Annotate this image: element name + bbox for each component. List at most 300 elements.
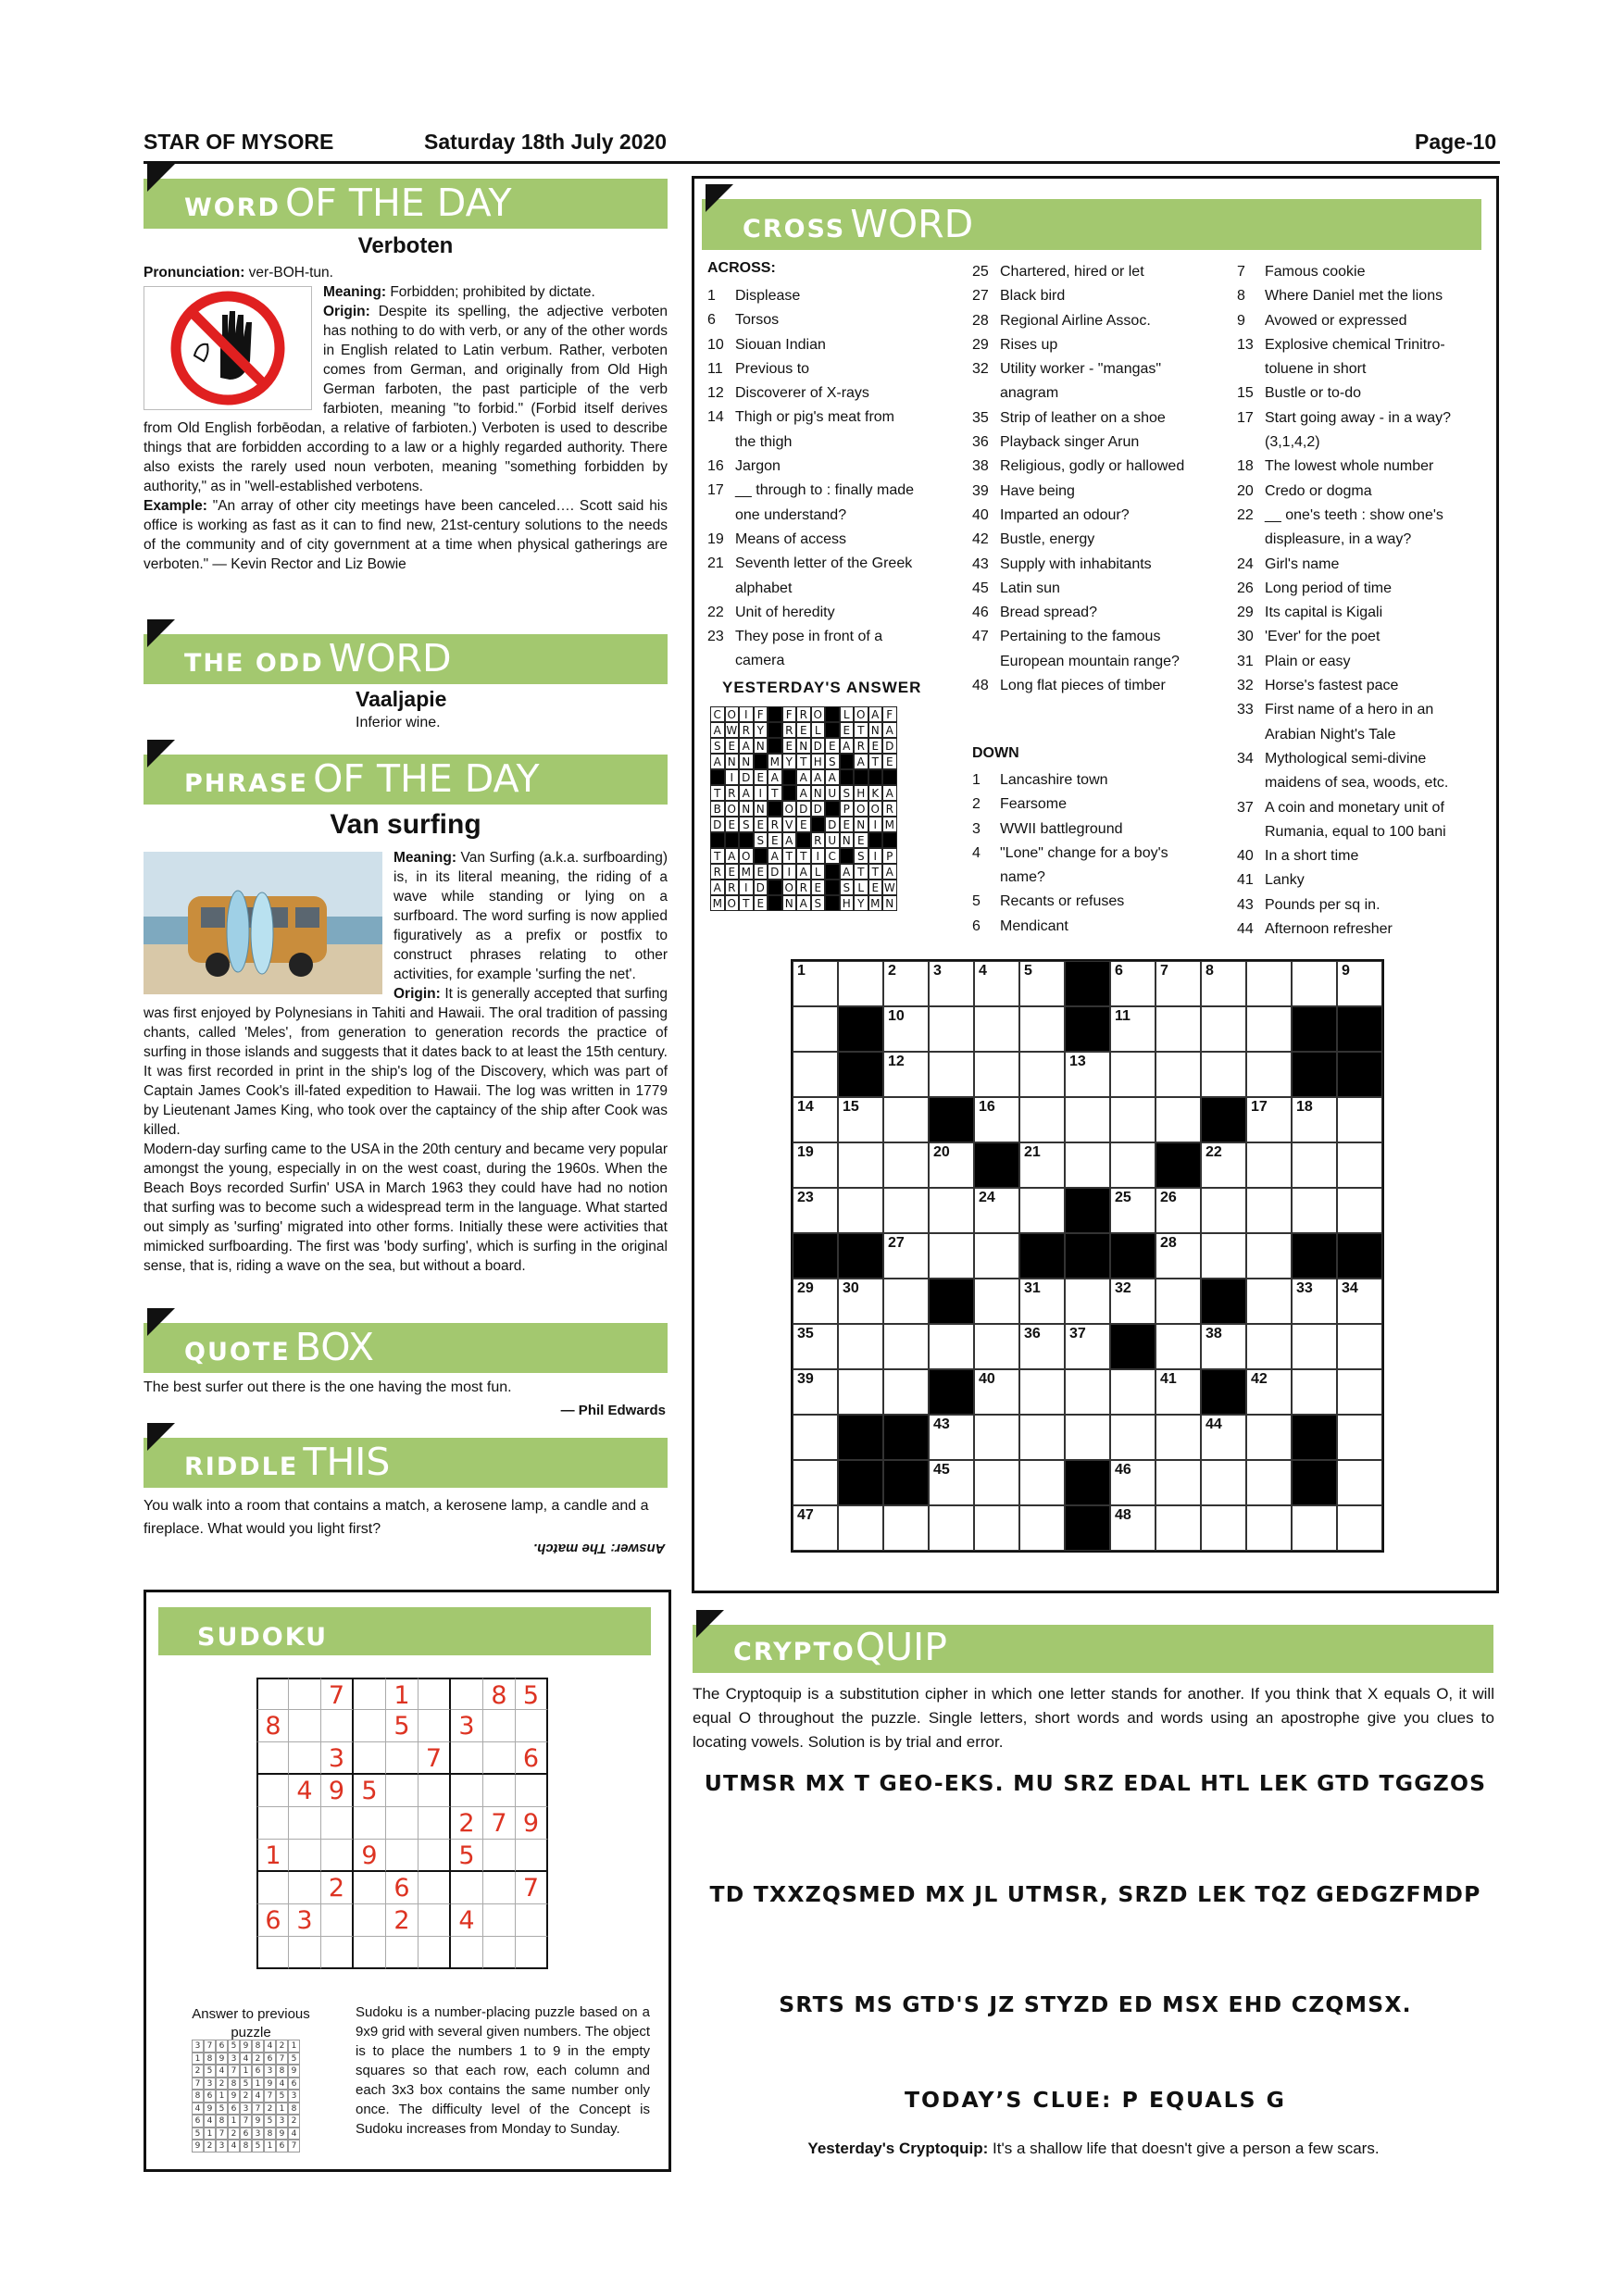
crossword-cell[interactable] [1065,1324,1110,1369]
answer-cell: S [754,832,768,848]
crossword-cell[interactable] [974,1052,1019,1097]
sudoku-cell[interactable] [289,1937,321,1969]
sudoku-cell[interactable] [386,1807,418,1840]
sudoku-cell[interactable] [386,1742,418,1775]
crossword-cell[interactable] [793,1006,838,1052]
crossword-cell[interactable] [1065,1142,1110,1188]
crossword-cell[interactable] [929,1324,974,1369]
sudoku-cell[interactable]: 5 [516,1678,548,1710]
crossword-cell[interactable] [1019,1188,1065,1233]
answer-cell: R [854,738,868,754]
crossword-cell[interactable] [1156,1188,1201,1233]
crossword-cell[interactable] [974,1324,1019,1369]
answer-cell: E [725,817,740,832]
crossword-block [1065,1006,1110,1052]
crossword-cell[interactable] [974,1279,1019,1324]
sudoku-answer-cell: 7 [240,2115,252,2128]
answer-cell: A [796,785,811,801]
clue-item: 45 Latin sun [972,580,1060,596]
crossword-cell[interactable] [1292,1279,1337,1324]
crossword-block [838,1460,883,1505]
crossword-cell[interactable] [929,961,974,1006]
crossword-cell[interactable] [1201,1415,1246,1460]
sudoku-cell[interactable] [483,1904,516,1937]
crossword-cell[interactable] [883,1505,929,1551]
crossword-cell[interactable] [1156,1369,1201,1415]
crossword-cell[interactable] [929,1415,974,1460]
sudoku-cell[interactable] [483,1710,516,1742]
sudoku-answer-cell: 7 [216,2128,228,2140]
clue-item: 25 Chartered, hired or let [972,264,1144,280]
sudoku-cell[interactable]: 2 [451,1807,483,1840]
sudoku-answer-cell: 2 [252,2053,264,2065]
crossword-cell[interactable] [793,1097,838,1142]
crossword-cell[interactable] [1246,1006,1292,1052]
crossword-cell[interactable] [1110,1460,1156,1505]
sudoku-cell[interactable]: 3 [451,1710,483,1742]
sudoku-cell[interactable]: 5 [451,1840,483,1872]
crossword-cell[interactable] [883,1233,929,1279]
crossword-cell[interactable] [1292,1505,1337,1551]
crossword-cell[interactable] [1246,1233,1292,1279]
clue-item: 48 Long flat pieces of timber [972,678,1166,694]
crossword-cell[interactable] [883,1006,929,1052]
crossword-cell[interactable] [1019,1415,1065,1460]
crossword-cell[interactable] [1110,1279,1156,1324]
crossword-cell[interactable] [1156,961,1201,1006]
sudoku-answer-cell: 3 [228,2053,240,2065]
clue-item: 23 They pose in front of a [707,629,883,645]
crossword-cell[interactable] [838,1369,883,1415]
crossword-cell[interactable] [793,1460,838,1505]
sudoku-cell[interactable]: 6 [386,1872,418,1904]
sudoku-cell[interactable] [516,1840,548,1872]
answer-cell [825,722,840,738]
answer-cell: O [725,801,740,817]
answer-cell: S [811,895,826,911]
crossword-cell[interactable] [1246,1324,1292,1369]
crossword-grid[interactable] [791,959,1384,1553]
crossword-cell[interactable] [1019,961,1065,1006]
quote-box-header: QUOTE BOX [144,1323,668,1373]
sudoku-cell[interactable] [354,1807,386,1840]
sudoku-grid[interactable] [256,1678,547,1968]
sudoku-cell[interactable] [418,1678,451,1710]
crossword-cell[interactable] [838,1324,883,1369]
sudoku-cell[interactable]: 2 [321,1872,354,1904]
sudoku-answer-cell: 4 [276,2078,288,2090]
word-of-day-header: WORD OF THE DAY [144,179,668,229]
crossword-cell[interactable] [883,1279,929,1324]
sudoku-answer-cell: 4 [288,2128,300,2140]
answer-cell: O [725,895,740,911]
sudoku-cell[interactable] [516,1710,548,1742]
crossword-cell[interactable] [793,1188,838,1233]
clue-item: alphabet [735,580,793,596]
answer-cell: C [710,706,725,722]
sudoku-cell[interactable] [289,1710,321,1742]
sudoku-answer-cell: 7 [264,2090,276,2103]
sudoku-cell[interactable]: 7 [483,1807,516,1840]
clue-item: 20 Credo or dogma [1237,482,1372,499]
answer-cell: O [811,706,826,722]
crossword-cell[interactable] [1156,1460,1201,1505]
crossword-cell[interactable] [1201,1006,1246,1052]
sudoku-cell[interactable] [256,1775,289,1807]
sudoku-cell[interactable] [321,1937,354,1969]
sudoku-cell[interactable] [418,1807,451,1840]
sudoku-cell[interactable] [289,1840,321,1872]
crossword-cell[interactable] [793,1142,838,1188]
riddle-answer: Answer: The match. [533,1541,666,1556]
crossword-cell[interactable] [1246,1052,1292,1097]
crossword-cell[interactable] [1065,1052,1110,1097]
sudoku-cell[interactable]: 5 [386,1710,418,1742]
crossword-cell[interactable] [1156,1097,1201,1142]
crossword-cell[interactable] [1337,1324,1382,1369]
crossword-cell[interactable] [1019,1505,1065,1551]
sudoku-cell[interactable] [418,1904,451,1937]
sudoku-answer-cell: 2 [240,2090,252,2103]
sudoku-cell[interactable]: 5 [354,1775,386,1807]
phrase-title: Van surfing [330,809,481,840]
crossword-cell[interactable] [1246,1142,1292,1188]
cell-number: 21 [1024,1144,1041,1160]
crossword-cell[interactable] [1337,1142,1382,1188]
sudoku-answer-cell: 5 [288,2053,300,2065]
clue-item: 3 WWII battleground [972,820,1123,837]
crossword-cell[interactable] [1201,1233,1246,1279]
crossword-cell[interactable] [929,1233,974,1279]
crossword-cell[interactable] [883,1142,929,1188]
crossword-cell[interactable] [1065,1097,1110,1142]
sudoku-cell[interactable] [289,1742,321,1775]
crossword-cell[interactable] [1201,961,1246,1006]
clue-item: 42 Bustle, energy [972,531,1095,548]
sudoku-cell[interactable]: 4 [289,1775,321,1807]
sudoku-cell[interactable] [256,1872,289,1904]
sudoku-cell[interactable] [256,1742,289,1775]
crossword-cell[interactable] [1156,1324,1201,1369]
crossword-cell[interactable] [1246,1460,1292,1505]
crossword-cell[interactable] [974,1233,1019,1279]
crossword-cell[interactable] [793,1324,838,1369]
sudoku-cell[interactable] [418,1840,451,1872]
crossword-cell[interactable] [1156,1052,1201,1097]
sudoku-cell[interactable] [354,1742,386,1775]
sudoku-answer-cell: 7 [192,2078,204,2090]
sudoku-cell[interactable] [289,1807,321,1840]
crossword-cell[interactable] [929,1460,974,1505]
answer-cell: M [710,895,725,911]
clue-item: 41 Lanky [1237,872,1305,889]
crossword-cell[interactable] [1246,1097,1292,1142]
crossword-cell[interactable] [1337,1279,1382,1324]
cell-number: 26 [1160,1190,1177,1205]
crossword-cell[interactable] [793,1369,838,1415]
crossword-block [1201,1097,1246,1142]
crossword-cell[interactable] [1019,1142,1065,1188]
sudoku-cell[interactable]: 7 [516,1872,548,1904]
crossword-cell[interactable] [1110,1415,1156,1460]
crossword-cell[interactable] [883,1188,929,1233]
sudoku-answer-cell: 9 [264,2078,276,2090]
sudoku-cell[interactable] [386,1775,418,1807]
crossword-cell[interactable] [974,1006,1019,1052]
crossword-cell[interactable] [929,1142,974,1188]
crossword-cell[interactable] [793,1415,838,1460]
answer-cell: T [782,848,797,864]
clue-item: 24 Girl's name [1237,555,1340,572]
answer-cell [882,769,897,785]
crossword-cell[interactable] [1201,1324,1246,1369]
answer-cell: E [754,895,768,911]
crossword-cell[interactable] [838,1188,883,1233]
crossword-cell[interactable] [838,1142,883,1188]
crossword-cell[interactable] [838,1097,883,1142]
sudoku-cell[interactable]: 9 [354,1840,386,1872]
crossword-cell[interactable] [1201,1505,1246,1551]
sudoku-cell[interactable] [451,1775,483,1807]
sudoku-cell[interactable] [451,1937,483,1969]
sudoku-cell[interactable]: 7 [418,1742,451,1775]
issue-date: Saturday 18th July 2020 [424,130,668,154]
answer-cell: U [825,832,840,848]
crossword-cell[interactable] [883,1097,929,1142]
crossword-cell[interactable] [1201,1188,1246,1233]
sudoku-cell[interactable] [483,1775,516,1807]
crossword-cell[interactable] [1337,1415,1382,1460]
crossword-cell[interactable] [1110,1142,1156,1188]
answer-cell: A [768,769,782,785]
crossword-cell[interactable] [838,1505,883,1551]
sudoku-answer-cell: 2 [216,2078,228,2090]
crossword-cell[interactable] [1201,1052,1246,1097]
crossword-cell[interactable] [1156,1006,1201,1052]
crossword-cell[interactable] [1156,1233,1201,1279]
sudoku-cell[interactable] [451,1678,483,1710]
sudoku-cell[interactable] [418,1710,451,1742]
sudoku-cell[interactable] [256,1807,289,1840]
sudoku-cell[interactable] [516,1775,548,1807]
sudoku-cell[interactable] [289,1678,321,1710]
sudoku-cell[interactable] [321,1710,354,1742]
answer-cell: E [796,722,811,738]
answer-cell: E [825,738,840,754]
down-clues-col2 [972,768,1241,939]
crossword-cell[interactable] [1019,1097,1065,1142]
crossword-cell[interactable] [1110,1188,1156,1233]
crossword-cell[interactable] [974,1097,1019,1142]
crossword-cell[interactable] [883,961,929,1006]
crossword-cell[interactable] [929,1006,974,1052]
sudoku-cell[interactable] [289,1872,321,1904]
clue-item: 34 Mythological semi-divine [1237,750,1427,767]
sudoku-cell[interactable] [451,1742,483,1775]
sudoku-cell[interactable] [516,1904,548,1937]
crossword-cell[interactable] [1019,1052,1065,1097]
answer-cell [825,895,840,911]
crossword-cell[interactable] [883,1369,929,1415]
crossword-cell[interactable] [1201,1460,1246,1505]
crossword-cell[interactable] [1246,1415,1292,1460]
sudoku-cell[interactable] [321,1904,354,1937]
crossword-cell[interactable] [974,1369,1019,1415]
sudoku-cell[interactable] [483,1937,516,1969]
crossword-cell[interactable] [1110,1006,1156,1052]
sudoku-cell[interactable]: 6 [516,1742,548,1775]
crossword-cell[interactable] [974,961,1019,1006]
sudoku-cell[interactable] [354,1710,386,1742]
sudoku-description: Sudoku is a number-placing puzzle based on a 9x9 grid with several given numbers. The object is to place the numbers 1 to 9 in the empty squares so that each row, each column and each 3x3 box contains the same number only once. The difficulty level of the Concept is Sudoku increases from Monday to Sunday. [356,2004,650,2137]
clue-item: 35 Strip of leather on a shoe [972,409,1166,426]
crossword-cell[interactable] [1019,1369,1065,1415]
sudoku-cell[interactable]: 8 [256,1710,289,1742]
crossword-cell[interactable] [929,1505,974,1551]
crossword-cell[interactable] [974,1415,1019,1460]
sudoku-cell[interactable] [321,1807,354,1840]
sudoku-header: SUDOKU [158,1607,651,1655]
sudoku-cell[interactable]: 9 [516,1807,548,1840]
crossword-cell[interactable] [974,1505,1019,1551]
sudoku-cell[interactable]: 1 [386,1678,418,1710]
sudoku-cell[interactable]: 8 [483,1678,516,1710]
crossword-cell[interactable] [1292,1097,1337,1142]
answer-cell: T [868,754,883,769]
crossword-cell[interactable] [1292,961,1337,1006]
crossword-cell[interactable] [1246,1369,1292,1415]
crossword-cell[interactable] [1156,1505,1201,1551]
crossword-cell[interactable] [838,1279,883,1324]
crossword-cell[interactable] [1110,1369,1156,1415]
sudoku-cell[interactable]: 1 [256,1840,289,1872]
forbidden-sign-image [144,286,312,410]
crossword-cell[interactable] [1110,1097,1156,1142]
crossword-cell[interactable] [883,1052,929,1097]
sudoku-cell[interactable] [418,1872,451,1904]
crossword-cell[interactable] [1292,1142,1337,1188]
sudoku-cell[interactable] [483,1840,516,1872]
crossword-cell[interactable] [1337,1188,1382,1233]
answer-cell [768,722,782,738]
sudoku-cell[interactable] [483,1742,516,1775]
cell-number: 35 [797,1326,814,1341]
clue-item: 14 Thigh or pig's meat from [707,409,895,426]
sudoku-cell[interactable] [256,1937,289,1969]
clue-item: 13 Explosive chemical Trinitro- [1237,336,1445,353]
crossword-cell[interactable] [793,1052,838,1097]
crossword-cell[interactable] [1337,1505,1382,1551]
sudoku-cell[interactable] [516,1937,548,1969]
crossword-cell[interactable] [1337,961,1382,1006]
crossword-cell[interactable] [1019,1460,1065,1505]
sudoku-answer-cell: 5 [228,2040,240,2053]
crossword-cell[interactable] [1246,1279,1292,1324]
crossword-cell[interactable] [1292,1324,1337,1369]
crossword-cell[interactable] [1292,1188,1337,1233]
sudoku-cell[interactable] [483,1872,516,1904]
sudoku-answer-cell: 8 [228,2078,240,2090]
crossword-cell[interactable] [974,1188,1019,1233]
sudoku-answer-cell: 9 [288,2065,300,2078]
crossword-cell[interactable] [1246,961,1292,1006]
answer-cell: R [782,722,797,738]
crossword-cell[interactable] [929,1052,974,1097]
crossword-cell[interactable] [1201,1142,1246,1188]
sudoku-cell[interactable] [354,1937,386,1969]
sudoku-cell[interactable]: 3 [289,1904,321,1937]
sudoku-cell[interactable] [418,1775,451,1807]
cell-number: 12 [888,1054,905,1069]
sudoku-cell[interactable] [386,1937,418,1969]
sudoku-cell[interactable] [451,1872,483,1904]
crossword-cell[interactable] [1337,1369,1382,1415]
crossword-cell[interactable] [1156,1415,1201,1460]
sudoku-cell[interactable]: 2 [386,1904,418,1937]
crossword-cell[interactable] [1019,1324,1065,1369]
sudoku-cell[interactable] [354,1678,386,1710]
crossword-cell[interactable] [1246,1505,1292,1551]
sudoku-cell[interactable]: 9 [321,1775,354,1807]
crossword-cell[interactable] [793,1505,838,1551]
sudoku-cell[interactable]: 3 [321,1742,354,1775]
crossword-cell[interactable] [1065,1415,1110,1460]
crossword-cell[interactable] [1337,1097,1382,1142]
crossword-cell[interactable] [974,1460,1019,1505]
crossword-block [1065,1233,1110,1279]
crossword-cell[interactable] [793,961,838,1006]
crossword-cell[interactable] [1019,1006,1065,1052]
crossword-cell[interactable] [1110,961,1156,1006]
answer-cell [840,848,855,864]
answer-cell: S [739,817,754,832]
cell-number: 47 [797,1507,814,1523]
answer-cell: P [882,848,897,864]
crossword-cell[interactable] [793,1279,838,1324]
crossword-cell[interactable] [1019,1279,1065,1324]
sudoku-cell[interactable] [321,1840,354,1872]
sudoku-cell[interactable] [354,1872,386,1904]
crossword-cell[interactable] [1292,1369,1337,1415]
sudoku-answer-cell: 8 [252,2040,264,2053]
answer-cell: S [840,785,855,801]
sudoku-cell[interactable]: 7 [321,1678,354,1710]
sudoku-cell[interactable]: 6 [256,1904,289,1937]
crossword-cell[interactable] [838,961,883,1006]
crossword-cell[interactable] [1156,1279,1201,1324]
sudoku-cell[interactable] [354,1904,386,1937]
crossword-cell[interactable] [1110,1052,1156,1097]
sudoku-cell[interactable] [386,1840,418,1872]
sudoku-cell[interactable]: 4 [451,1904,483,1937]
crossword-cell[interactable] [929,1188,974,1233]
crossword-cell[interactable] [883,1324,929,1369]
answer-cell: O [725,706,740,722]
crossword-cell[interactable] [1337,1460,1382,1505]
answer-cell: T [768,785,782,801]
crossword-cell[interactable] [1110,1505,1156,1551]
answer-cell: N [854,817,868,832]
crossword-cell[interactable] [1065,1279,1110,1324]
sudoku-cell[interactable] [418,1937,451,1969]
cell-number: 20 [933,1144,950,1160]
sudoku-cell[interactable] [256,1678,289,1710]
crossword-block [1337,1233,1382,1279]
answer-cell: R [796,706,811,722]
crossword-cell[interactable] [1065,1369,1110,1415]
answer-cell: O [854,706,868,722]
crossword-cell[interactable] [1246,1188,1292,1233]
